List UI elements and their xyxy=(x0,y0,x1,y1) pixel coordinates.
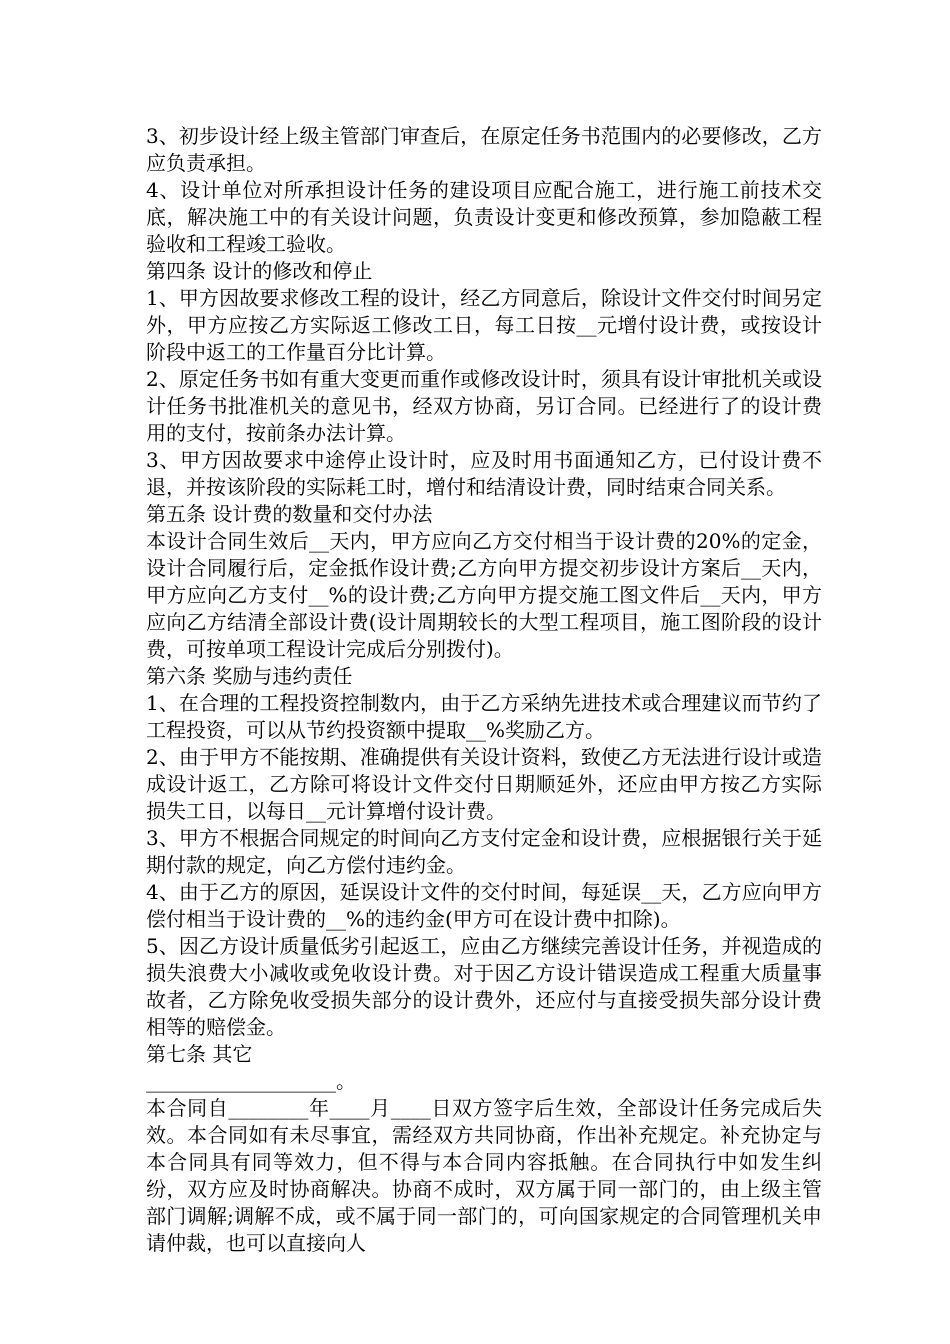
paragraph-design-review: 3、初步设计经上级主管部门审查后，在原定任务书范围内的必要修改，乙方应负责承担。 xyxy=(146,124,822,175)
article-4-clause-2: 2、原定任务书如有重大变更而重作或修改设计时，须具有设计审批机关或设计任务书批准机关的意见书，经双方协商，另订合同。已经进行了的设计费用的支付，按前条办法计算。 xyxy=(146,367,822,445)
paragraph-construction-support: 4、设计单位对所承担设计任务的建设项目应配合施工，进行施工前技术交底，解决施工中的有关设计问题，负责设计变更和修改预算，参加隐蔽工程验收和工程竣工验收。 xyxy=(146,178,822,256)
article-7-blank-line: ___________________。 xyxy=(146,1069,356,1093)
article-6-clause-5: 5、因乙方设计质量低劣引起返工，应由乙方继续完善设计任务，并视造成的损失浪费大小减收或免收设计费。对于因乙方设计错误造成工程重大质量事故者，乙方除免收受损失部分的设计费外，还应付与直接受损失部分设计费相等的赔偿金。 xyxy=(146,934,822,1039)
article-4-clause-1: 1、甲方因故要求修改工程的设计，经乙方同意后，除设计文件交付时间另定外，甲方应按乙方实际返工修改工日，每工日按__元增付设计费，或按设计阶段中返工的工作量百分比计算。 xyxy=(146,286,822,364)
article-6-clause-3: 3、甲方不根据合同规定的时间向乙方支付定金和设计费，应根据银行关于延期付款的规定，向乙方偿付违约金。 xyxy=(146,826,822,877)
article-5-heading: 第五条 设计费的数量和交付办法 xyxy=(146,502,433,526)
article-4-heading: 第四条 设计的修改和停止 xyxy=(146,259,373,283)
article-6-heading: 第六条 奖励与违约责任 xyxy=(146,664,353,688)
article-4-clause-3: 3、甲方因故要求中途停止设计时，应及时用书面通知乙方，已付设计费不退，并按该阶段的实际耗工时，增付和结清设计费，同时结束合同关系。 xyxy=(146,448,822,499)
article-5-body: 本设计合同生效后__天内，甲方应向乙方交付相当于设计费的20%的定金，设计合同履行后，定金抵作设计费;乙方向甲方提交初步设计方案后__天内，甲方应向乙方支付__%的设计费;乙方向甲方提交施工图文件后__天内，甲方应向乙方结清全部设计费(设计周期较长的大型工程项目，施工图阶段的设计费，可按单项工程设计完成后分别拨付)。 xyxy=(146,529,822,661)
article-6-clause-4: 4、由于乙方的原因，延误设计文件的交付时间，每延误__天，乙方应向甲方偿付相当于设计费的__%的违约金(甲方可在设计费中扣除)。 xyxy=(146,880,822,931)
document-body xyxy=(146,123,822,1257)
article-6-clause-2: 2、由于甲方不能按期、准确提供有关设计资料，致使乙方无法进行设计或造成设计返工，乙方除可将设计文件交付日期顺延外，还应由甲方按乙方实际损失工日，以每日__元计算增付设计费。 xyxy=(146,745,822,823)
article-7-effective-clause: 本合同自________年____月____日双方签字后生效，全部设计任务完成后失效。本合同如有未尽事宜，需经双方共同协商，作出补充规定。补充协定与本合同具有同等效力，但不得与本合同内容抵触。在合同执行中如发生纠纷，双方应及时协商解决。协商不成时，双方属于同一部门的，由上级主管部门调解;调解不成，或不属于同一部门的，可向国家规定的合同管理机关申请仲裁，也可以直接向人 xyxy=(146,1096,822,1255)
article-6-clause-1: 1、在合理的工程投资控制数内，由于乙方采纳先进技术或合理建议而节约了工程投资，可以从节约投资额中提取__%奖励乙方。 xyxy=(146,691,822,742)
article-7-heading: 第七条 其它 xyxy=(146,1042,253,1066)
